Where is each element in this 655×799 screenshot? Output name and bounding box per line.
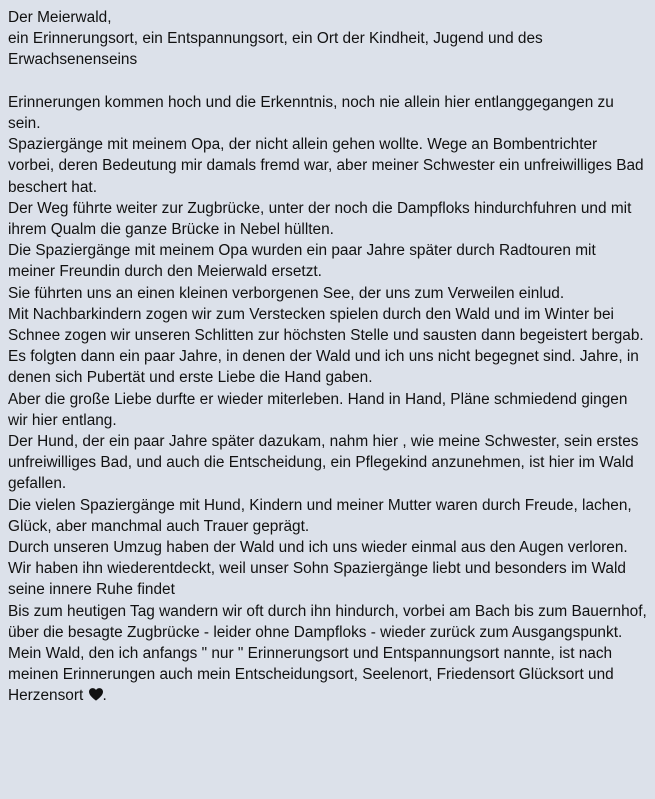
heart-icon: [89, 688, 103, 701]
intro-title: Der Meierwald,: [8, 9, 112, 26]
closing-period: .: [102, 687, 107, 705]
paragraph: Mit Nachbarkindern zogen wir zum Verstecken spielen durch den Wald und im Winter bei Schnee zogen wir unseren Schlitten zur höchsten Stelle und sausten dann begeistert bergab.: [8, 305, 644, 345]
paragraph: Spaziergänge mit meinem Opa, der nicht allein gehen wollte. Wege an Bombentrichter vorbei, deren Bedeutung mir damals fremd war, aber meiner Schwester ein unfreiwilliges Bad beschert hat.: [8, 136, 644, 196]
paragraph: Die Spaziergänge mit meinem Opa wurden ein paar Jahre später durch Radtouren mit meiner Freundin durch den Meierwald ersetzt.: [8, 242, 596, 281]
closing-paragraph: [8, 643, 647, 707]
paragraph: Sie führten uns an einen kleinen verborgenen See, der uns zum Verweilen einlud.: [8, 284, 565, 302]
closing-text: Mein Wald, den ich anfangs " nur " Erinnerungsort und Entspannungsort nannte, ist nach meinen Erinnerungen auch mein Entscheidungsort, Seelenort, Friedensort Glücksort und Herzensort: [8, 645, 614, 705]
paragraph: Der Weg führte weiter zur Zugbrücke, unter der noch die Dampfloks hindurchfuhren und mit ihrem Qualm die ganze Brücke in Nebel hüllten.: [8, 199, 632, 239]
paragraph: Die vielen Spaziergänge mit Hund, Kindern und meiner Mutter waren durch Freude, lachen, Glück, aber manchmal auch Trauer geprägt.: [8, 496, 632, 535]
paragraph: Erinnerungen kommen hoch und die Erkenntnis, noch nie allein hier entlanggegangen zu sein.: [8, 93, 614, 132]
paragraph: Durch unseren Umzug haben der Wald und ich uns wieder einmal aus den Augen verloren.: [8, 539, 628, 557]
paragraph: Bis zum heutigen Tag wandern wir oft durch ihn hindurch, vorbei am Bach bis zum Bauernhof, über die besagte Zugbrücke - leider ohne Dampfloks - wieder zurück zum Ausgangspunkt.: [8, 602, 647, 641]
intro-subtitle: ein Erinnerungsort, ein Entspannungsort, ein Ort der Kindheit, Jugend und des Erwachsenenseins: [8, 30, 543, 69]
paragraph: Wir haben ihn wiederentdeckt, weil unser Sohn Spaziergänge liebt und besonders im Wald seine innere Ruhe findet: [8, 560, 626, 599]
paragraph: Aber die große Liebe durfte er wieder miterleben. Hand in Hand, Pläne schmiedend gingen wir hier entlang.: [8, 390, 628, 429]
paragraph: Der Hund, der ein paar Jahre später dazukam, nahm hier , wie meine Schwester, sein erstes unfreiwilliges Bad, und auch die Entscheidung, ein Pflegekind anzunehmen, ist hier im Wald gefallen.: [8, 433, 639, 493]
paragraph-spacer: [8, 71, 647, 92]
paragraph: Es folgten dann ein paar Jahre, in denen der Wald und ich uns nicht begegnet sind. Jahre, in denen sich Pubertät und erste Liebe die Hand gaben.: [8, 348, 639, 387]
